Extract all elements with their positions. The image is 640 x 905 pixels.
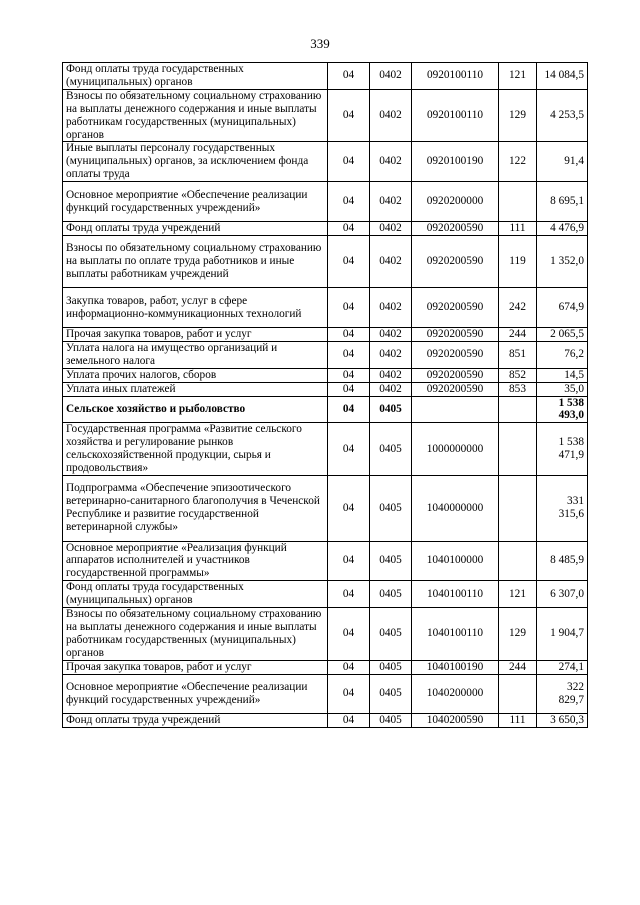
cell-target-article: 1040100000 — [412, 541, 499, 581]
cell-target-article: 1000000000 — [412, 423, 499, 476]
table-row — [63, 674, 588, 714]
cell-target-article: 0920200590 — [412, 235, 499, 288]
cell-section: 04 — [328, 288, 370, 328]
cell-section: 04 — [328, 328, 370, 342]
table-row — [63, 396, 588, 423]
cell-amount: 274,1 — [537, 660, 588, 674]
cell-subsection: 0402 — [370, 142, 412, 182]
cell-expense-type — [499, 423, 537, 476]
cell-amount: 91,4 — [537, 142, 588, 182]
cell-target-article: 1040200000 — [412, 674, 499, 714]
cell-subsection: 0402 — [370, 235, 412, 288]
cell-subsection: 0402 — [370, 382, 412, 396]
cell-expense-type: 852 — [499, 368, 537, 382]
table-row — [63, 714, 588, 728]
cell-name: Фонд оплаты труда государственных (муниципальных) органов — [63, 63, 328, 90]
cell-expense-type: 242 — [499, 288, 537, 328]
cell-amount: 8 485,9 — [537, 541, 588, 581]
cell-expense-type: 119 — [499, 235, 537, 288]
cell-target-article: 0920100190 — [412, 142, 499, 182]
table-row — [63, 368, 588, 382]
cell-section: 04 — [328, 341, 370, 368]
table-row — [63, 328, 588, 342]
cell-section: 04 — [328, 221, 370, 235]
cell-target-article: 1040100190 — [412, 660, 499, 674]
cell-expense-type: 244 — [499, 328, 537, 342]
cell-section: 04 — [328, 368, 370, 382]
cell-name: Государственная программа «Развитие сельского хозяйства и регулирование рынков сельскохозяйственной продукции, сырья и продовольствия» — [63, 423, 328, 476]
cell-name: Прочая закупка товаров, работ и услуг — [63, 660, 328, 674]
cell-amount: 1 352,0 — [537, 235, 588, 288]
table-row — [63, 341, 588, 368]
cell-name: Фонд оплаты труда учреждений — [63, 714, 328, 728]
cell-target-article: 1040000000 — [412, 476, 499, 542]
cell-subsection: 0405 — [370, 476, 412, 542]
table-row — [63, 660, 588, 674]
table-row — [63, 423, 588, 476]
cell-section: 04 — [328, 382, 370, 396]
cell-section: 04 — [328, 235, 370, 288]
cell-target-article: 0920200000 — [412, 182, 499, 222]
cell-target-article: 0920200590 — [412, 328, 499, 342]
cell-expense-type: 122 — [499, 142, 537, 182]
cell-expense-type: 111 — [499, 221, 537, 235]
cell-expense-type — [499, 396, 537, 423]
cell-subsection: 0405 — [370, 674, 412, 714]
cell-subsection: 0402 — [370, 341, 412, 368]
cell-subsection: 0405 — [370, 608, 412, 661]
cell-target-article: 0920200590 — [412, 368, 499, 382]
table-row — [63, 63, 588, 90]
cell-expense-type: 129 — [499, 89, 537, 142]
cell-target-article: 0920200590 — [412, 221, 499, 235]
cell-amount: 14,5 — [537, 368, 588, 382]
cell-expense-type: 853 — [499, 382, 537, 396]
table-row — [63, 221, 588, 235]
cell-subsection: 0405 — [370, 396, 412, 423]
cell-amount: 3 650,3 — [537, 714, 588, 728]
table-row — [63, 476, 588, 542]
cell-expense-type — [499, 674, 537, 714]
cell-section: 04 — [328, 581, 370, 608]
table-row — [63, 541, 588, 581]
table-row — [63, 235, 588, 288]
cell-section: 04 — [328, 63, 370, 90]
cell-section: 04 — [328, 541, 370, 581]
cell-target-article: 1040200590 — [412, 714, 499, 728]
table-row — [63, 288, 588, 328]
cell-name: Подпрограмма «Обеспечение эпизоотического ветеринарно-санитарного благополучия в Чеченской Республике и развитие государственной ветеринарной службы» — [63, 476, 328, 542]
cell-name: Взносы по обязательному социальному страхованию на выплаты денежного содержания и иные выплаты работникам государственных (муниципальных) органов — [63, 608, 328, 661]
cell-subsection: 0402 — [370, 63, 412, 90]
cell-section: 04 — [328, 423, 370, 476]
table-row — [63, 182, 588, 222]
cell-name: Уплата налога на имущество организаций и земельного налога — [63, 341, 328, 368]
cell-amount: 6 307,0 — [537, 581, 588, 608]
cell-name: Уплата иных платежей — [63, 382, 328, 396]
cell-name: Закупка товаров, работ, услуг в сфере информационно-коммуникационных технологий — [63, 288, 328, 328]
cell-subsection: 0402 — [370, 182, 412, 222]
page-number: 339 — [310, 36, 330, 51]
cell-amount: 2 065,5 — [537, 328, 588, 342]
cell-subsection: 0405 — [370, 541, 412, 581]
cell-target-article: 0920200590 — [412, 382, 499, 396]
cell-subsection: 0402 — [370, 221, 412, 235]
cell-amount: 1 904,7 — [537, 608, 588, 661]
cell-subsection: 0402 — [370, 368, 412, 382]
cell-expense-type: 111 — [499, 714, 537, 728]
cell-target-article: 0920200590 — [412, 288, 499, 328]
cell-subsection: 0402 — [370, 89, 412, 142]
cell-amount: 4 476,9 — [537, 221, 588, 235]
cell-subsection: 0405 — [370, 581, 412, 608]
cell-expense-type: 129 — [499, 608, 537, 661]
cell-expense-type: 851 — [499, 341, 537, 368]
cell-section: 04 — [328, 396, 370, 423]
cell-target-article: 1040100110 — [412, 581, 499, 608]
cell-expense-type — [499, 476, 537, 542]
cell-amount: 322 829,7 — [537, 674, 588, 714]
cell-name: Взносы по обязательному социальному страхованию на выплаты по оплате труда работников и иные выплаты работникам учреждений — [63, 235, 328, 288]
cell-name: Взносы по обязательному социальному страхованию на выплаты денежного содержания и иные выплаты работникам государственных (муниципальных) органов — [63, 89, 328, 142]
cell-name: Сельское хозяйство и рыболовство — [63, 396, 328, 423]
cell-name: Иные выплаты персоналу государственных (муниципальных) органов, за исключением фонда оплаты труда — [63, 142, 328, 182]
cell-target-article: 0920100110 — [412, 89, 499, 142]
cell-target-article: 1040100110 — [412, 608, 499, 661]
table-row — [63, 581, 588, 608]
cell-section: 04 — [328, 89, 370, 142]
cell-section: 04 — [328, 608, 370, 661]
cell-subsection: 0405 — [370, 660, 412, 674]
cell-name: Фонд оплаты труда государственных (муниципальных) органов — [63, 581, 328, 608]
cell-amount: 76,2 — [537, 341, 588, 368]
cell-amount: 8 695,1 — [537, 182, 588, 222]
cell-amount: 35,0 — [537, 382, 588, 396]
table-row — [63, 89, 588, 142]
cell-section: 04 — [328, 142, 370, 182]
table-row — [63, 608, 588, 661]
cell-subsection: 0402 — [370, 288, 412, 328]
cell-section: 04 — [328, 714, 370, 728]
budget-table — [62, 62, 588, 728]
budget-table-body — [63, 63, 588, 728]
cell-amount: 1 538 471,9 — [537, 423, 588, 476]
cell-section: 04 — [328, 476, 370, 542]
cell-expense-type: 244 — [499, 660, 537, 674]
cell-target-article — [412, 396, 499, 423]
cell-amount: 1 538 493,0 — [537, 396, 588, 423]
cell-expense-type: 121 — [499, 63, 537, 90]
cell-expense-type — [499, 541, 537, 581]
cell-name: Уплата прочих налогов, сборов — [63, 368, 328, 382]
cell-expense-type: 121 — [499, 581, 537, 608]
cell-expense-type — [499, 182, 537, 222]
table-row — [63, 382, 588, 396]
cell-name: Основное мероприятие «Обеспечение реализации функций государственных учреждений» — [63, 674, 328, 714]
cell-amount: 331 315,6 — [537, 476, 588, 542]
cell-name: Фонд оплаты труда учреждений — [63, 221, 328, 235]
cell-target-article: 0920100110 — [412, 63, 499, 90]
cell-subsection: 0405 — [370, 423, 412, 476]
cell-section: 04 — [328, 674, 370, 714]
cell-subsection: 0402 — [370, 328, 412, 342]
cell-amount: 674,9 — [537, 288, 588, 328]
cell-name: Основное мероприятие «Обеспечение реализации функций государственных учреждений» — [63, 182, 328, 222]
cell-name: Прочая закупка товаров, работ и услуг — [63, 328, 328, 342]
cell-subsection: 0405 — [370, 714, 412, 728]
cell-target-article: 0920200590 — [412, 341, 499, 368]
cell-name: Основное мероприятие «Реализация функций аппаратов исполнителей и участников государственной программы» — [63, 541, 328, 581]
cell-section: 04 — [328, 182, 370, 222]
cell-amount: 4 253,5 — [537, 89, 588, 142]
table-row — [63, 142, 588, 182]
cell-amount: 14 084,5 — [537, 63, 588, 90]
cell-section: 04 — [328, 660, 370, 674]
